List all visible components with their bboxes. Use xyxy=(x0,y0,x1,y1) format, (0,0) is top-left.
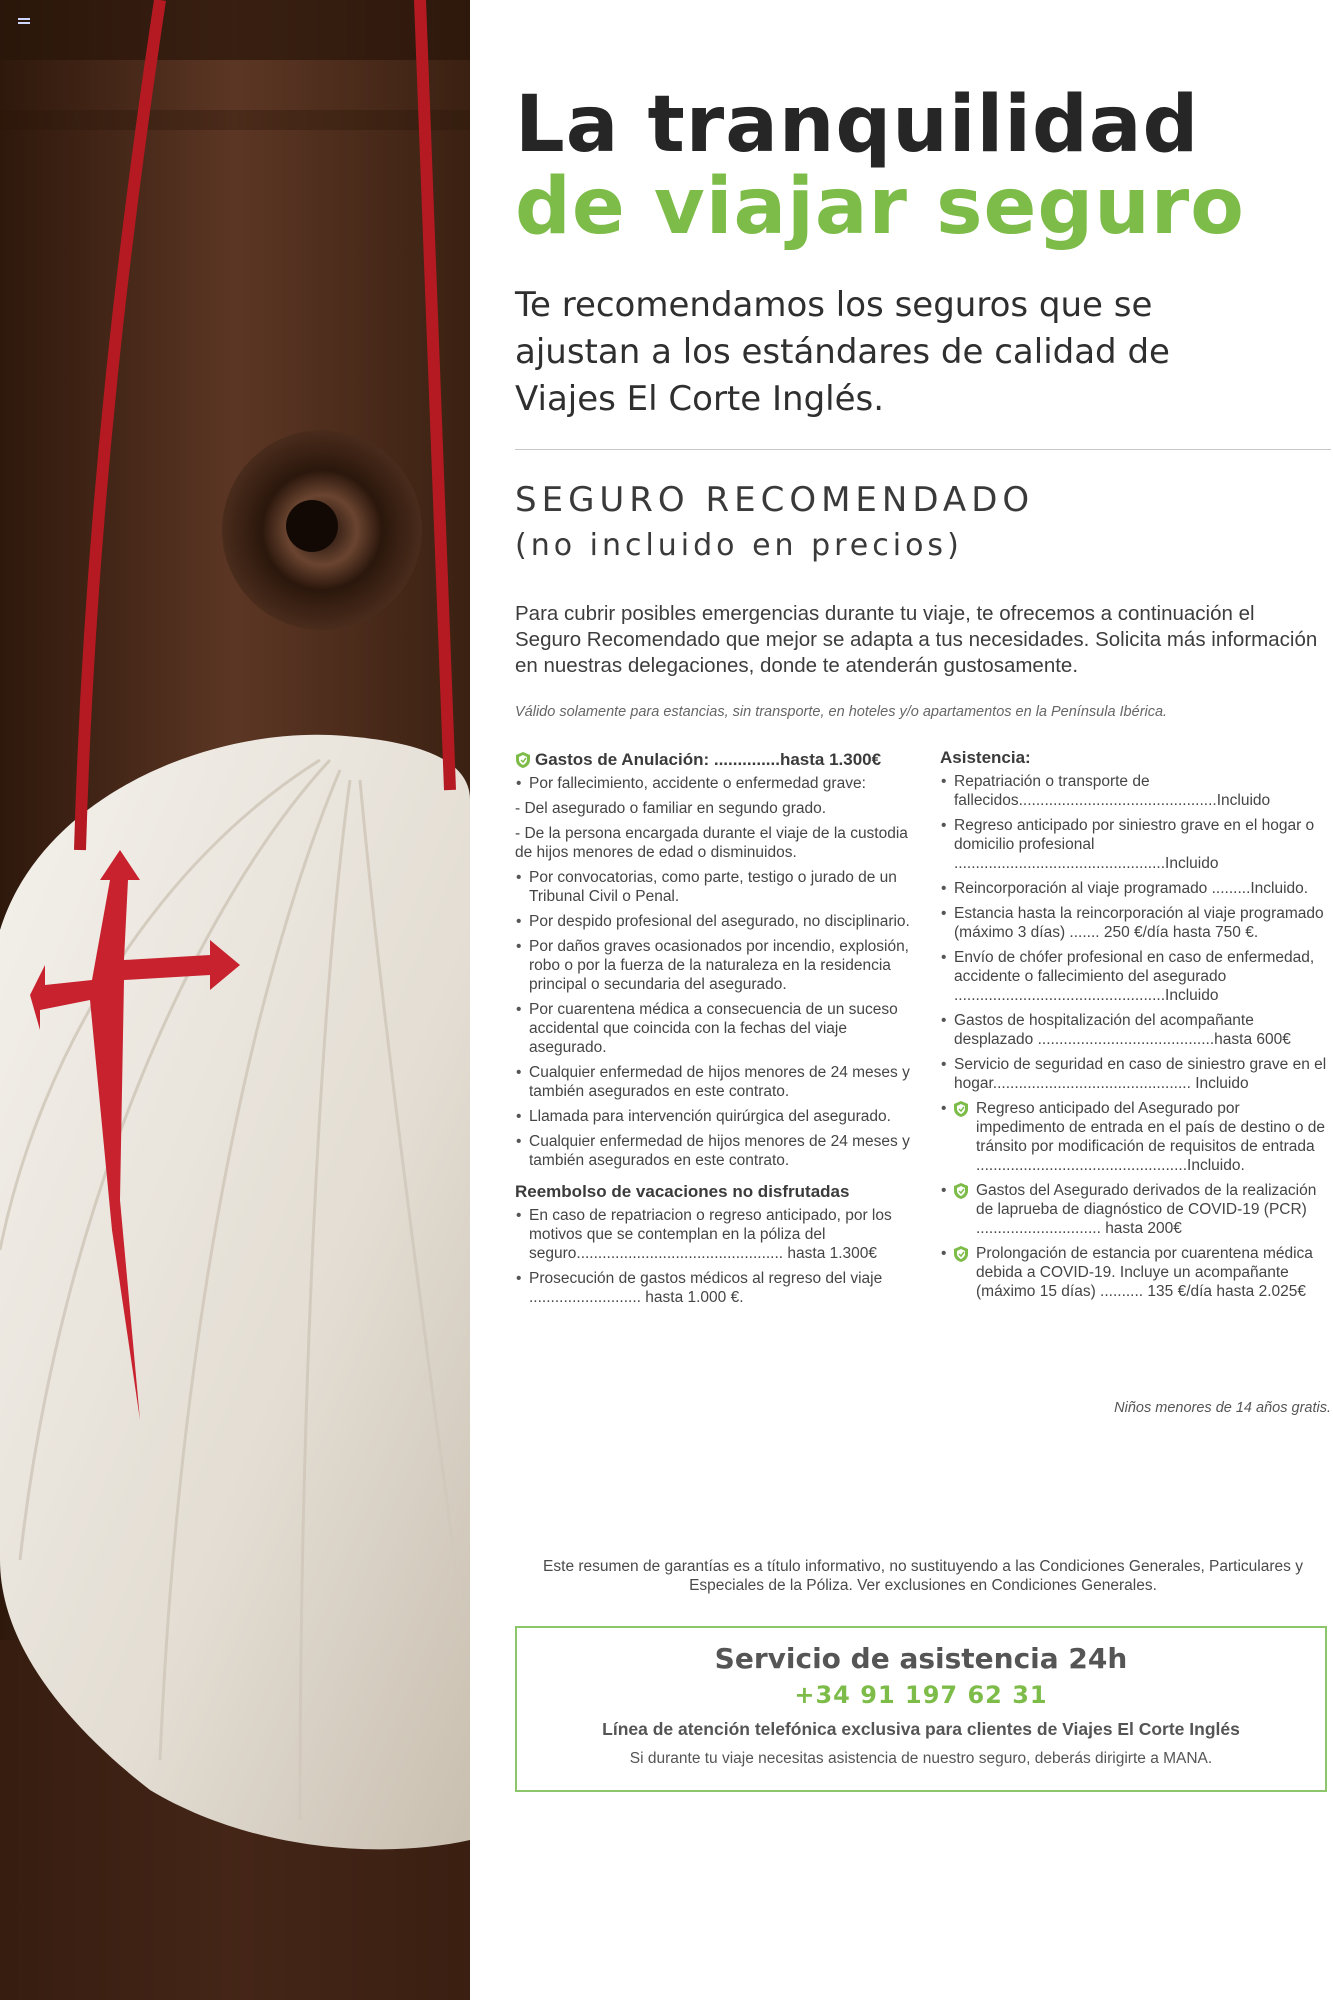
assistance-title: Servicio de asistencia 24h xyxy=(714,1642,1128,1675)
menu-icon[interactable] xyxy=(18,18,30,28)
scallop-shell-photo xyxy=(0,0,470,2000)
shield-icon xyxy=(953,1245,969,1263)
list-item: • Por daños graves ocasionados por incendio, explosión, robo o por la fuerza de la naturaleza en la residencia principal o secundaria del asegurado. xyxy=(515,937,915,994)
list-item: • Prosecución de gastos médicos al regreso del viaje .......................... hasta 1.000 €. xyxy=(515,1269,915,1307)
shield-icon xyxy=(515,751,531,769)
list-item: • Reincorporación al viaje programado .........Incluido. xyxy=(940,879,1332,898)
disclaimer: Este resumen de garantías es a título informativo, no sustituyendo a las Condiciones Generales, Particulares y Especiales de la Póliza. Ver exclusiones en Condiciones Generales. xyxy=(543,1558,1303,1594)
cancellation-heading xyxy=(515,750,915,769)
list-item: • Repatriación o transporte de fallecidos..............................................Incluido xyxy=(940,772,1332,810)
reimbursement-heading: Reembolso de vacaciones no disfrutadas xyxy=(515,1182,850,1201)
list-item-covid xyxy=(940,1181,1332,1238)
list-item: • Por fallecimiento, accidente o enfermedad grave: xyxy=(515,774,915,793)
list-item: - Del asegurado o familiar en segundo grado. xyxy=(515,800,827,817)
list-item-text: Regreso anticipado del Asegurado por impedimento de entrada en el país de destino o de tránsito por modificación de requisitos de entrada .................................................Incluido. xyxy=(976,1100,1325,1174)
list-item: • Gastos de hospitalización del acompañante desplazado .........................................hasta 600€ xyxy=(940,1011,1332,1049)
page-title-line2: de viajar seguro xyxy=(515,162,1245,252)
list-item: • Cualquier enfermedad de hijos menores de 24 meses y también asegurados en este contrato. xyxy=(515,1132,915,1170)
list-item: • Envío de chófer profesional en caso de enfermedad, accidente o fallecimiento del asegurado .................................................Incluido xyxy=(940,948,1332,1005)
cancellation-column xyxy=(515,750,915,1313)
list-item: • Estancia hasta la reincorporación al viaje programado (máximo 3 días) ....... 250 €/día hasta 750 €. xyxy=(940,904,1332,942)
list-item: • Por cuarentena médica a consecuencia de un suceso accidental que coincida con la fechas del viaje asegurado. xyxy=(515,1000,915,1057)
assistance-heading: Asistencia: xyxy=(940,748,1031,767)
assistance-box xyxy=(515,1626,1327,1792)
section-subtitle: (no incluido en precios) xyxy=(515,528,963,563)
divider xyxy=(515,449,1331,450)
list-item: - De la persona encargada durante el viaje de la custodia de hijos menores de edad o disminuidos. xyxy=(515,825,908,861)
assistance-line: Línea de atención telefónica exclusiva para clientes de Viajes El Corte Inglés xyxy=(602,1719,1240,1739)
section-title: SEGURO RECOMENDADO xyxy=(515,480,1035,520)
list-item: • Por despido profesional del asegurado, no disciplinario. xyxy=(515,912,915,931)
list-item-covid xyxy=(940,1244,1332,1301)
list-item: • Servicio de seguridad en caso de siniestro grave en el hogar.............................................. Incluido xyxy=(940,1055,1332,1093)
shield-icon xyxy=(953,1182,969,1200)
assistance-column xyxy=(940,748,1332,1307)
list-item: • Llamada para intervención quirúrgica del asegurado. xyxy=(515,1107,915,1126)
list-item-text: Prolongación de estancia por cuarentena médica debida a COVID-19. Incluye un acompañante (máximo 15 días) .......... 135 €/día hasta 2.025€ xyxy=(976,1245,1313,1300)
shield-icon xyxy=(953,1100,969,1118)
list-item: • Por convocatorias, como parte, testigo o jurado de un Tribunal Civil o Penal. xyxy=(515,868,915,906)
intro-text: Te recomendamos los seguros que se ajustan a los estándares de calidad de Viajes El Corte Inglés. xyxy=(515,285,1170,419)
list-item: • En caso de repatriacion o regreso anticipado, por los motivos que se contemplan en la póliza del seguro................................................ hasta 1.300€ xyxy=(515,1206,915,1263)
list-item: • Regreso anticipado por siniestro grave en el hogar o domicilio profesional .................................................Incluido xyxy=(940,816,1332,873)
intro-paragraph: Para cubrir posibles emergencias durante tu viaje, te ofrecemos a continuación el Seguro Recomendado que mejor se adapta a tus necesidades. Solicita más información en nuestras delegaciones, donde te atenderán gustosamente. xyxy=(515,602,1318,677)
list-item-text: Gastos del Asegurado derivados de la realización de laprueba de diagnóstico de COVID-19 (PCR) ............................. hasta 200€ xyxy=(976,1182,1317,1237)
cancellation-heading-text: Gastos de Anulación: ..............hasta 1.300€ xyxy=(535,750,882,769)
validity-note: Válido solamente para estancias, sin transporte, en hoteles y/o apartamentos en la Península Ibérica. xyxy=(515,704,1168,720)
children-footnote: Niños menores de 14 años gratis. xyxy=(1114,1400,1331,1416)
assistance-note: Si durante tu viaje necesitas asistencia de nuestro seguro, deberás dirigirte a MANA. xyxy=(629,1750,1213,1767)
list-item-covid xyxy=(940,1099,1332,1175)
assistance-phone[interactable]: +34 91 197 62 31 xyxy=(794,1681,1048,1709)
list-item: • Cualquier enfermedad de hijos menores de 24 meses y también asegurados en este contrato. xyxy=(515,1063,915,1101)
page-title-line1: La tranquilidad xyxy=(515,80,1200,170)
